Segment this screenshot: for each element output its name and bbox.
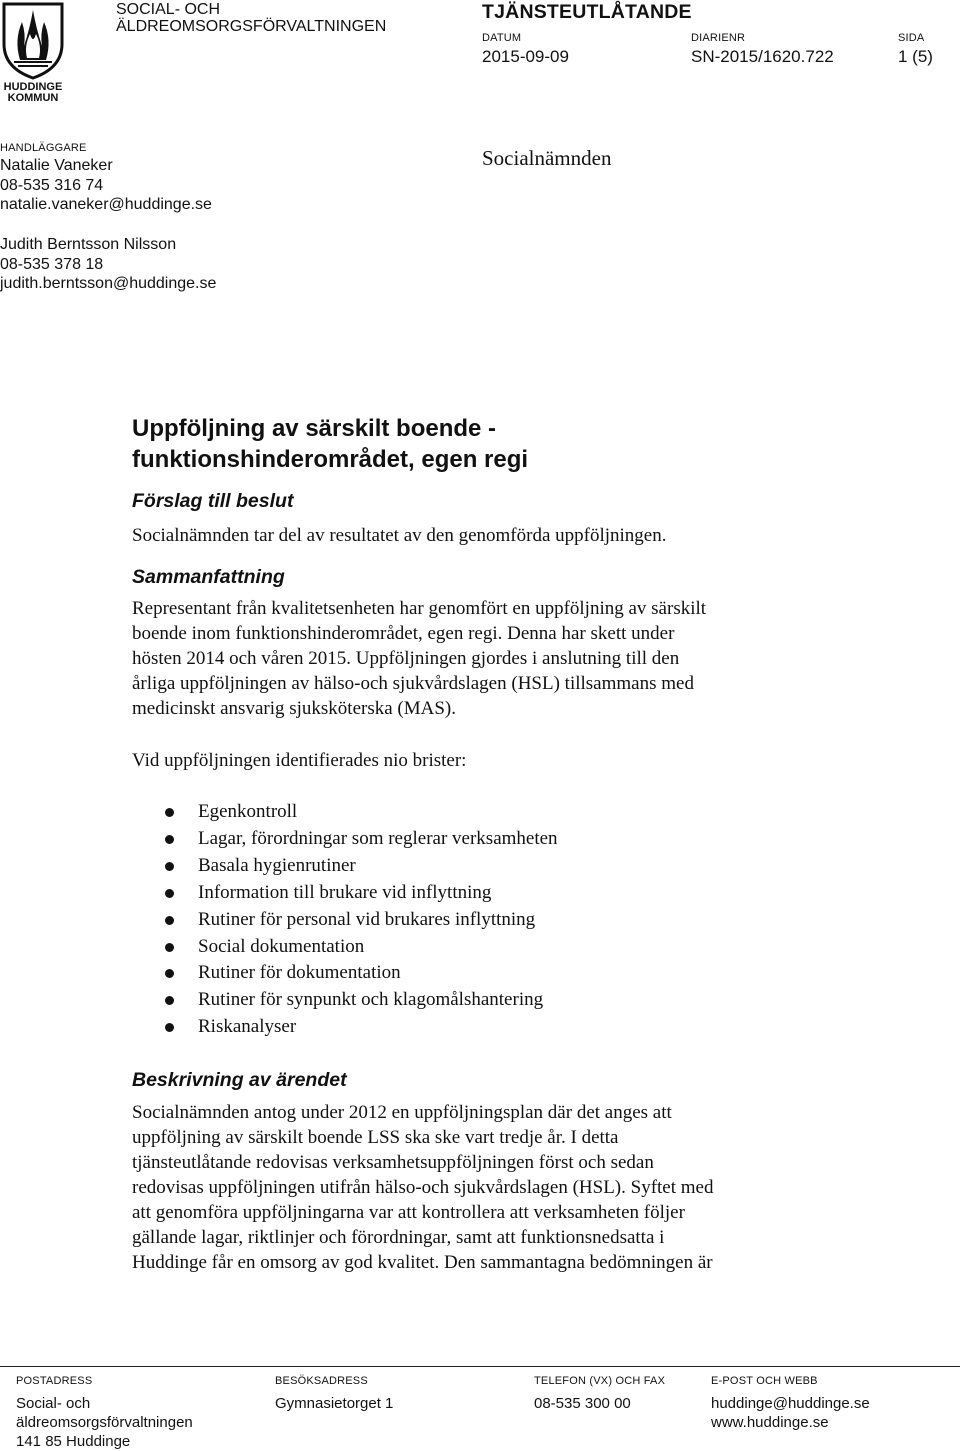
contact-phone: 08-535 316 74: [0, 176, 104, 194]
footer-label: POSTADRESS: [16, 1375, 93, 1387]
footer-visit-address: BESÖKSADRESS Gymnasietorget 1: [275, 1372, 393, 1413]
contact-phone: 08-535 378 18: [0, 255, 104, 273]
page-value: 1 (5): [898, 47, 933, 66]
bullet-icon: [165, 943, 174, 952]
list-item: Rutiner för dokumentation: [160, 960, 558, 987]
bullet-icon: [165, 969, 174, 978]
department-name: SOCIAL- OCH ÄLDREOMSORGSFÖRVALTNINGEN: [116, 1, 387, 35]
description-heading: Beskrivning av ärendet: [132, 1069, 347, 1091]
svg-text:HUDDINGE: HUDDINGE: [3, 81, 63, 93]
list-item: Riskanalyser: [160, 1014, 558, 1041]
huddinge-kommun-logo: [0, 0, 66, 104]
footer-postal-address: POSTADRESS Social- och äldreomsorgsförvaltningen 141 85 Huddinge: [16, 1372, 193, 1451]
svg-text:KOMMUN: KOMMUN: [7, 92, 59, 104]
bullet-icon: [165, 862, 174, 871]
description-text: Socialnämnden antog under 2012 en uppföljningsplan där det anges att uppföljning av särskilt boende LSS ska ske vart tredje år. I detta tjänsteutlåtande redovisas verksamhetsuppföljningen först och sedan redovisas uppföljningen utifrån hälso-och sjukvårdslagen (HSL). Syftet med att genomföra uppföljningarna var att kontrollera att verksamheten följer gällande lagar, riktlinjer och förordningar, samt att funktionsnedsatta i Huddinge får en omsorg av god kvalitet. Den sammantagna bedömningen är: [132, 1102, 714, 1273]
summary-heading: Sammanfattning: [132, 566, 285, 588]
document-title: Uppföljning av särskilt boende - funktionshinderområdet, egen regi: [132, 415, 529, 473]
footer-web: [711, 1372, 870, 1432]
handler-label: HANDLÄGGARE: [0, 142, 87, 154]
footer-label: E-POST OCH WEBB: [711, 1375, 818, 1387]
document-type: TJÄNSTEUTLÅTANDE: [482, 1, 692, 23]
bullet-icon: [165, 808, 174, 817]
list-item: Social dokumentation: [160, 934, 558, 961]
proposal-text: Socialnämnden tar del av resultatet av den genomförda uppföljningen.: [132, 525, 667, 546]
footer-email-link[interactable]: huddinge@huddinge.se: [711, 1395, 870, 1412]
footer-phone: TELEFON (VX) OCH FAX 08-535 300 00: [534, 1372, 665, 1413]
footer-website-link[interactable]: www.huddinge.se: [711, 1414, 829, 1431]
list-item: Egenkontroll: [160, 799, 558, 826]
contact-email[interactable]: natalie.vaneker@huddinge.se: [0, 196, 212, 213]
diary-value: SN-2015/1620.722: [691, 47, 834, 66]
list-item: Rutiner för personal vid brukares inflyttning: [160, 907, 558, 934]
list-item: Information till brukare vid inflyttning: [160, 880, 558, 907]
contact-name: Natalie Vaneker: [0, 157, 113, 174]
contact-name: Judith Berntsson Nilsson: [0, 236, 177, 253]
contact-card: [0, 156, 212, 215]
list-item: Lagar, förordningar som reglerar verksamheten: [160, 826, 558, 853]
proposal-heading: Förslag till beslut: [132, 490, 294, 512]
bullet-icon: [165, 1023, 174, 1032]
bullet-icon: [165, 835, 174, 844]
list-item: Basala hygienrutiner: [160, 853, 558, 880]
diary-label: DIARIENR: [691, 32, 746, 44]
page-label: SIDA: [898, 32, 925, 44]
footer-label: TELEFON (VX) OCH FAX: [534, 1375, 666, 1387]
list-item: Rutiner för synpunkt och klagomålshantering: [160, 987, 558, 1014]
recipient: Socialnämnden: [482, 146, 612, 170]
footer-label: BESÖKSADRESS: [275, 1375, 368, 1387]
date-value: 2015-09-09: [482, 47, 569, 66]
footer-divider: [0, 1366, 960, 1367]
crest-icon: [0, 0, 66, 104]
summary-text: Representant från kvalitetsenheten har genomfört en uppföljning av särskilt boende inom funktionshinderområdet, egen regi. Denna har skett under hösten 2014 och våren 2015. Uppföljningen gjordes i anslutning till den årliga uppföljningen av hälso-och sjukvårdslagen (HSL) tillsammans med medicinskt ansvarig sjuksköterska (MAS).: [132, 598, 707, 719]
bullet-icon: [165, 889, 174, 898]
contact-email[interactable]: judith.berntsson@huddinge.se: [0, 275, 217, 292]
bullet-icon: [165, 996, 174, 1005]
contact-card: [0, 235, 216, 294]
findings-list: [160, 799, 558, 1041]
bullet-icon: [165, 916, 174, 925]
date-label: DATUM: [482, 32, 522, 44]
findings-intro: Vid uppföljningen identifierades nio brister:: [132, 750, 467, 771]
